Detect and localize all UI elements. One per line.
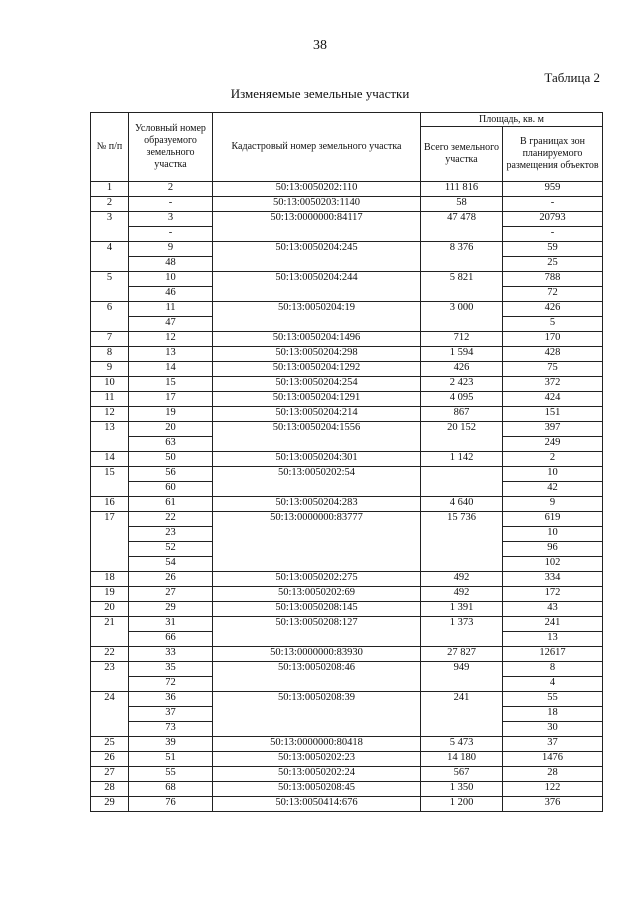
- area-total-cell: 58: [421, 197, 503, 212]
- table-row: [91, 302, 603, 317]
- cadastral-number-cell: 50:13:0050208:46: [213, 662, 421, 692]
- row-number-cell: 2: [91, 197, 129, 212]
- area-total-cell: 3 000: [421, 302, 503, 332]
- conditional-number-cell: 37: [129, 707, 213, 722]
- cadastral-number-cell: 50:13:0050204:1292: [213, 362, 421, 377]
- area-total-cell: 1 200: [421, 797, 503, 812]
- area-zone-cell: 619: [503, 512, 603, 527]
- area-total-cell: 4 640: [421, 497, 503, 512]
- area-zone-cell: 72: [503, 287, 603, 302]
- conditional-number-cell: -: [129, 227, 213, 242]
- conditional-number-cell: 50: [129, 452, 213, 467]
- area-zone-cell: 37: [503, 737, 603, 752]
- cadastral-number-cell: 50:13:0000000:84117: [213, 212, 421, 242]
- header-area-total: Всего земельного участка: [421, 127, 503, 182]
- conditional-number-cell: 48: [129, 257, 213, 272]
- row-number-cell: 18: [91, 572, 129, 587]
- row-number-cell: 27: [91, 767, 129, 782]
- row-number-cell: 29: [91, 797, 129, 812]
- conditional-number-cell: 26: [129, 572, 213, 587]
- area-total-cell: 426: [421, 362, 503, 377]
- conditional-number-cell: 29: [129, 602, 213, 617]
- cadastral-number-cell: 50:13:0050204:1496: [213, 332, 421, 347]
- area-total-cell: 14 180: [421, 752, 503, 767]
- header-area-zone: В границах зон планируемого размещения объектов: [503, 127, 603, 182]
- table-row: [91, 362, 603, 377]
- area-total-cell: 47 478: [421, 212, 503, 242]
- row-number-cell: 17: [91, 512, 129, 572]
- area-zone-cell: 10: [503, 467, 603, 482]
- area-zone-cell: 428: [503, 347, 603, 362]
- conditional-number-cell: 17: [129, 392, 213, 407]
- conditional-number-cell: 33: [129, 647, 213, 662]
- cadastral-number-cell: 50:13:0050208:127: [213, 617, 421, 647]
- row-number-cell: 10: [91, 377, 129, 392]
- table-row: [91, 692, 603, 707]
- row-number-cell: 22: [91, 647, 129, 662]
- area-total-cell: 15 736: [421, 512, 503, 572]
- table-row: [91, 182, 603, 197]
- area-total-cell: 5 821: [421, 272, 503, 302]
- conditional-number-cell: 14: [129, 362, 213, 377]
- row-number-cell: 23: [91, 662, 129, 692]
- area-zone-cell: 170: [503, 332, 603, 347]
- area-zone-cell: 4: [503, 677, 603, 692]
- row-number-cell: 11: [91, 392, 129, 407]
- table-row: [91, 587, 603, 602]
- area-total-cell: 27 827: [421, 647, 503, 662]
- area-total-cell: 1 594: [421, 347, 503, 362]
- cadastral-number-cell: 50:13:0050204:244: [213, 272, 421, 302]
- table-header: [91, 113, 603, 182]
- cadastral-number-cell: 50:13:0050204:254: [213, 377, 421, 392]
- area-zone-cell: 397: [503, 422, 603, 437]
- table-row: [91, 647, 603, 662]
- table-row: [91, 752, 603, 767]
- table-row: [91, 332, 603, 347]
- area-total-cell: 20 152: [421, 422, 503, 452]
- area-total-cell: 4 095: [421, 392, 503, 407]
- conditional-number-cell: 20: [129, 422, 213, 437]
- cadastral-number-cell: 50:13:0050202:24: [213, 767, 421, 782]
- area-zone-cell: 30: [503, 722, 603, 737]
- area-zone-cell: 102: [503, 557, 603, 572]
- area-total-cell: 1 373: [421, 617, 503, 647]
- table-row: [91, 452, 603, 467]
- area-total-cell: 1 391: [421, 602, 503, 617]
- row-number-cell: 24: [91, 692, 129, 737]
- conditional-number-cell: 63: [129, 437, 213, 452]
- cadastral-number-cell: 50:13:0050202:23: [213, 752, 421, 767]
- land-plots-table: [90, 112, 603, 812]
- table-row: [91, 212, 603, 227]
- conditional-number-cell: -: [129, 197, 213, 212]
- table-row: [91, 617, 603, 632]
- conditional-number-cell: 3: [129, 212, 213, 227]
- area-total-cell: 241: [421, 692, 503, 737]
- cadastral-number-cell: 50:13:0000000:83930: [213, 647, 421, 662]
- area-total-cell: 111 816: [421, 182, 503, 197]
- conditional-number-cell: 47: [129, 317, 213, 332]
- table-row: [91, 602, 603, 617]
- conditional-number-cell: 68: [129, 782, 213, 797]
- conditional-number-cell: 12: [129, 332, 213, 347]
- area-total-cell: 949: [421, 662, 503, 692]
- conditional-number-cell: 19: [129, 407, 213, 422]
- conditional-number-cell: 36: [129, 692, 213, 707]
- area-zone-cell: 43: [503, 602, 603, 617]
- table-row: [91, 767, 603, 782]
- area-total-cell: 867: [421, 407, 503, 422]
- row-number-cell: 15: [91, 467, 129, 497]
- table-row: [91, 347, 603, 362]
- area-zone-cell: 424: [503, 392, 603, 407]
- conditional-number-cell: 51: [129, 752, 213, 767]
- cadastral-number-cell: 50:13:0050204:298: [213, 347, 421, 362]
- conditional-number-cell: 39: [129, 737, 213, 752]
- table-row: [91, 377, 603, 392]
- cadastral-number-cell: 50:13:0050204:1291: [213, 392, 421, 407]
- area-zone-cell: 241: [503, 617, 603, 632]
- row-number-cell: 28: [91, 782, 129, 797]
- cadastral-number-cell: 50:13:0050202:275: [213, 572, 421, 587]
- row-number-cell: 19: [91, 587, 129, 602]
- conditional-number-cell: 56: [129, 467, 213, 482]
- area-zone-cell: 372: [503, 377, 603, 392]
- area-zone-cell: 9: [503, 497, 603, 512]
- conditional-number-cell: 54: [129, 557, 213, 572]
- page-number: 38: [313, 38, 327, 53]
- header-cadastral-number: Кадастровый номер земельного участка: [213, 113, 421, 182]
- area-total-cell: 492: [421, 572, 503, 587]
- area-zone-cell: 25: [503, 257, 603, 272]
- cadastral-number-cell: 50:13:0050204:19: [213, 302, 421, 332]
- table-row: [91, 407, 603, 422]
- cadastral-number-cell: 50:13:0050204:283: [213, 497, 421, 512]
- table-row: [91, 572, 603, 587]
- area-total-cell: 5 473: [421, 737, 503, 752]
- document-title: Изменяемые земельные участки: [230, 86, 410, 101]
- area-zone-cell: 151: [503, 407, 603, 422]
- table-row: [91, 782, 603, 797]
- area-zone-cell: 5: [503, 317, 603, 332]
- cadastral-number-cell: 50:13:0050204:301: [213, 452, 421, 467]
- area-zone-cell: 959: [503, 182, 603, 197]
- conditional-number-cell: 13: [129, 347, 213, 362]
- row-number-cell: 12: [91, 407, 129, 422]
- table-row: [91, 422, 603, 437]
- area-zone-cell: 122: [503, 782, 603, 797]
- area-total-cell: 567: [421, 767, 503, 782]
- row-number-cell: 13: [91, 422, 129, 452]
- conditional-number-cell: 60: [129, 482, 213, 497]
- row-number-cell: 1: [91, 182, 129, 197]
- cadastral-number-cell: 50:13:0050204:1556: [213, 422, 421, 452]
- row-number-cell: 8: [91, 347, 129, 362]
- area-total-cell: 492: [421, 587, 503, 602]
- row-number-cell: 20: [91, 602, 129, 617]
- area-zone-cell: 10: [503, 527, 603, 542]
- cadastral-number-cell: 50:13:0000000:80418: [213, 737, 421, 752]
- area-zone-cell: 1476: [503, 752, 603, 767]
- cadastral-number-cell: 50:13:0050208:45: [213, 782, 421, 797]
- conditional-number-cell: 52: [129, 542, 213, 557]
- cadastral-number-cell: 50:13:0050202:54: [213, 467, 421, 497]
- row-number-cell: 5: [91, 272, 129, 302]
- conditional-number-cell: 11: [129, 302, 213, 317]
- cadastral-number-cell: 50:13:0050204:245: [213, 242, 421, 272]
- conditional-number-cell: 22: [129, 512, 213, 527]
- cadastral-number-cell: 50:13:0050202:110: [213, 182, 421, 197]
- table-row: [91, 272, 603, 287]
- area-zone-cell: 249: [503, 437, 603, 452]
- area-zone-cell: 28: [503, 767, 603, 782]
- area-total-cell: 8 376: [421, 242, 503, 272]
- row-number-cell: 3: [91, 212, 129, 242]
- cadastral-number-cell: 50:13:0050204:214: [213, 407, 421, 422]
- area-zone-cell: 376: [503, 797, 603, 812]
- conditional-number-cell: 76: [129, 797, 213, 812]
- row-number-cell: 9: [91, 362, 129, 377]
- conditional-number-cell: 2: [129, 182, 213, 197]
- area-zone-cell: 8: [503, 662, 603, 677]
- row-number-cell: 26: [91, 752, 129, 767]
- conditional-number-cell: 66: [129, 632, 213, 647]
- table-row: [91, 392, 603, 407]
- area-zone-cell: 172: [503, 587, 603, 602]
- cadastral-number-cell: 50:13:0050203:1140: [213, 197, 421, 212]
- table-row: [91, 512, 603, 527]
- conditional-number-cell: 27: [129, 587, 213, 602]
- table-body: [91, 182, 603, 812]
- area-total-cell: 1 142: [421, 452, 503, 467]
- conditional-number-cell: 61: [129, 497, 213, 512]
- area-zone-cell: 12617: [503, 647, 603, 662]
- area-zone-cell: 55: [503, 692, 603, 707]
- area-zone-cell: 18: [503, 707, 603, 722]
- table-label: Таблица 2: [544, 70, 600, 85]
- row-number-cell: 25: [91, 737, 129, 752]
- cadastral-number-cell: 50:13:0050202:69: [213, 587, 421, 602]
- table-row: [91, 242, 603, 257]
- cadastral-number-cell: 50:13:0000000:83777: [213, 512, 421, 572]
- table-row: [91, 467, 603, 482]
- row-number-cell: 16: [91, 497, 129, 512]
- row-number-cell: 7: [91, 332, 129, 347]
- conditional-number-cell: 35: [129, 662, 213, 677]
- row-number-cell: 21: [91, 617, 129, 647]
- area-zone-cell: -: [503, 197, 603, 212]
- area-zone-cell: 334: [503, 572, 603, 587]
- cadastral-number-cell: 50:13:0050208:39: [213, 692, 421, 737]
- area-zone-cell: 96: [503, 542, 603, 557]
- conditional-number-cell: 72: [129, 677, 213, 692]
- conditional-number-cell: 10: [129, 272, 213, 287]
- table-row: [91, 197, 603, 212]
- area-zone-cell: 2: [503, 452, 603, 467]
- area-zone-cell: 20793: [503, 212, 603, 227]
- table-row: [91, 797, 603, 812]
- area-zone-cell: -: [503, 227, 603, 242]
- header-area-group: Площадь, кв. м: [421, 113, 603, 127]
- conditional-number-cell: 73: [129, 722, 213, 737]
- header-num: № п/п: [91, 113, 129, 182]
- area-zone-cell: 426: [503, 302, 603, 317]
- area-total-cell: [421, 467, 503, 497]
- row-number-cell: 14: [91, 452, 129, 467]
- table-row: [91, 497, 603, 512]
- area-zone-cell: 59: [503, 242, 603, 257]
- conditional-number-cell: 23: [129, 527, 213, 542]
- area-zone-cell: 75: [503, 362, 603, 377]
- area-total-cell: 712: [421, 332, 503, 347]
- table-row: [91, 737, 603, 752]
- area-zone-cell: 788: [503, 272, 603, 287]
- cadastral-number-cell: 50:13:0050414:676: [213, 797, 421, 812]
- area-zone-cell: 13: [503, 632, 603, 647]
- row-number-cell: 6: [91, 302, 129, 332]
- conditional-number-cell: 31: [129, 617, 213, 632]
- conditional-number-cell: 15: [129, 377, 213, 392]
- conditional-number-cell: 46: [129, 287, 213, 302]
- area-total-cell: 1 350: [421, 782, 503, 797]
- cadastral-number-cell: 50:13:0050208:145: [213, 602, 421, 617]
- table-row: [91, 662, 603, 677]
- area-zone-cell: 42: [503, 482, 603, 497]
- header-conditional-number: Условный номер образуемого земельного участка: [129, 113, 213, 182]
- conditional-number-cell: 9: [129, 242, 213, 257]
- conditional-number-cell: 55: [129, 767, 213, 782]
- area-total-cell: 2 423: [421, 377, 503, 392]
- row-number-cell: 4: [91, 242, 129, 272]
